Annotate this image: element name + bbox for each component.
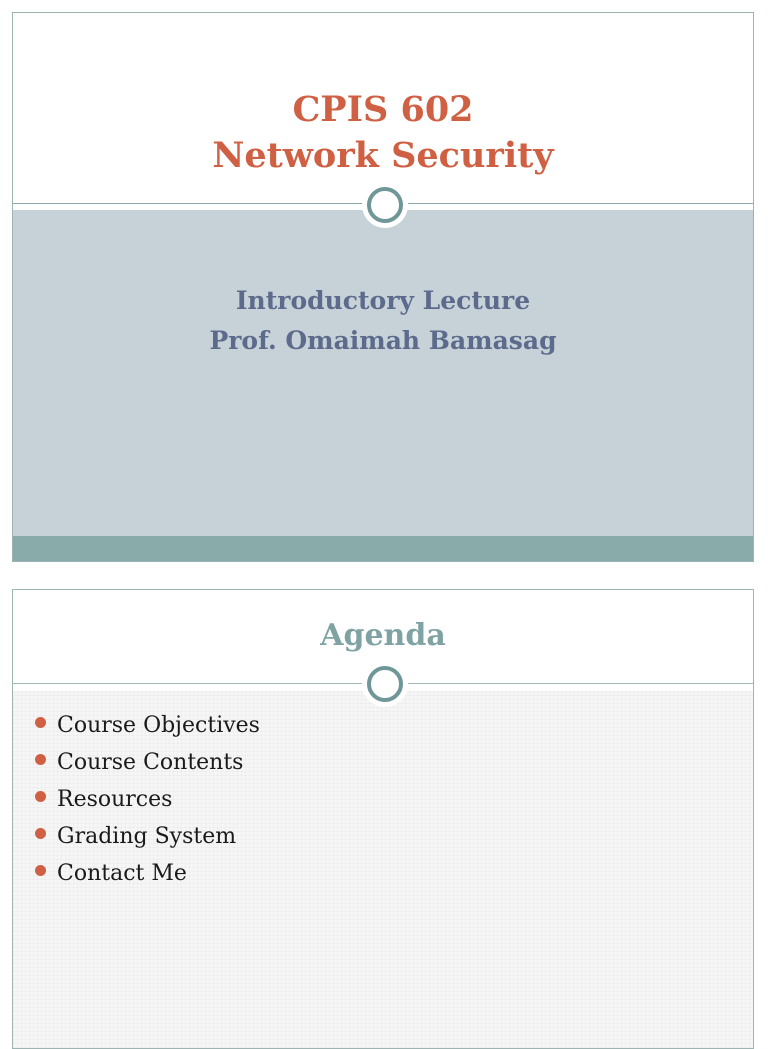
slide-title: [13, 87, 753, 179]
bullet-dot-icon: [35, 865, 46, 876]
agenda-item-label: Resources: [57, 787, 173, 812]
agenda-title: Agenda: [320, 618, 446, 653]
title-slide: [12, 12, 754, 562]
bullet-dot-icon: [35, 791, 46, 802]
circle-ornament-icon: [367, 187, 403, 223]
circle-ornament-icon: [367, 666, 403, 702]
agenda-slide: [12, 589, 754, 1049]
agenda-item-label: Course Contents: [57, 750, 244, 775]
bullet-dot-icon: [35, 754, 46, 765]
slide-subtitle: [13, 281, 753, 361]
agenda-item-label: Grading System: [57, 824, 237, 849]
subtitle-band: [13, 210, 753, 536]
course-code: CPIS 602: [292, 89, 474, 130]
lecture-title: Introductory Lecture: [235, 286, 531, 315]
agenda-item-label: Course Objectives: [57, 713, 260, 738]
presenter-name: Prof. Omaimah Bamasag: [209, 326, 557, 355]
bullet-dot-icon: [35, 717, 46, 728]
bullet-dot-icon: [35, 828, 46, 839]
footer-band: [13, 536, 753, 562]
agenda-item-label: Contact Me: [57, 861, 187, 886]
course-name: Network Security: [212, 135, 554, 176]
